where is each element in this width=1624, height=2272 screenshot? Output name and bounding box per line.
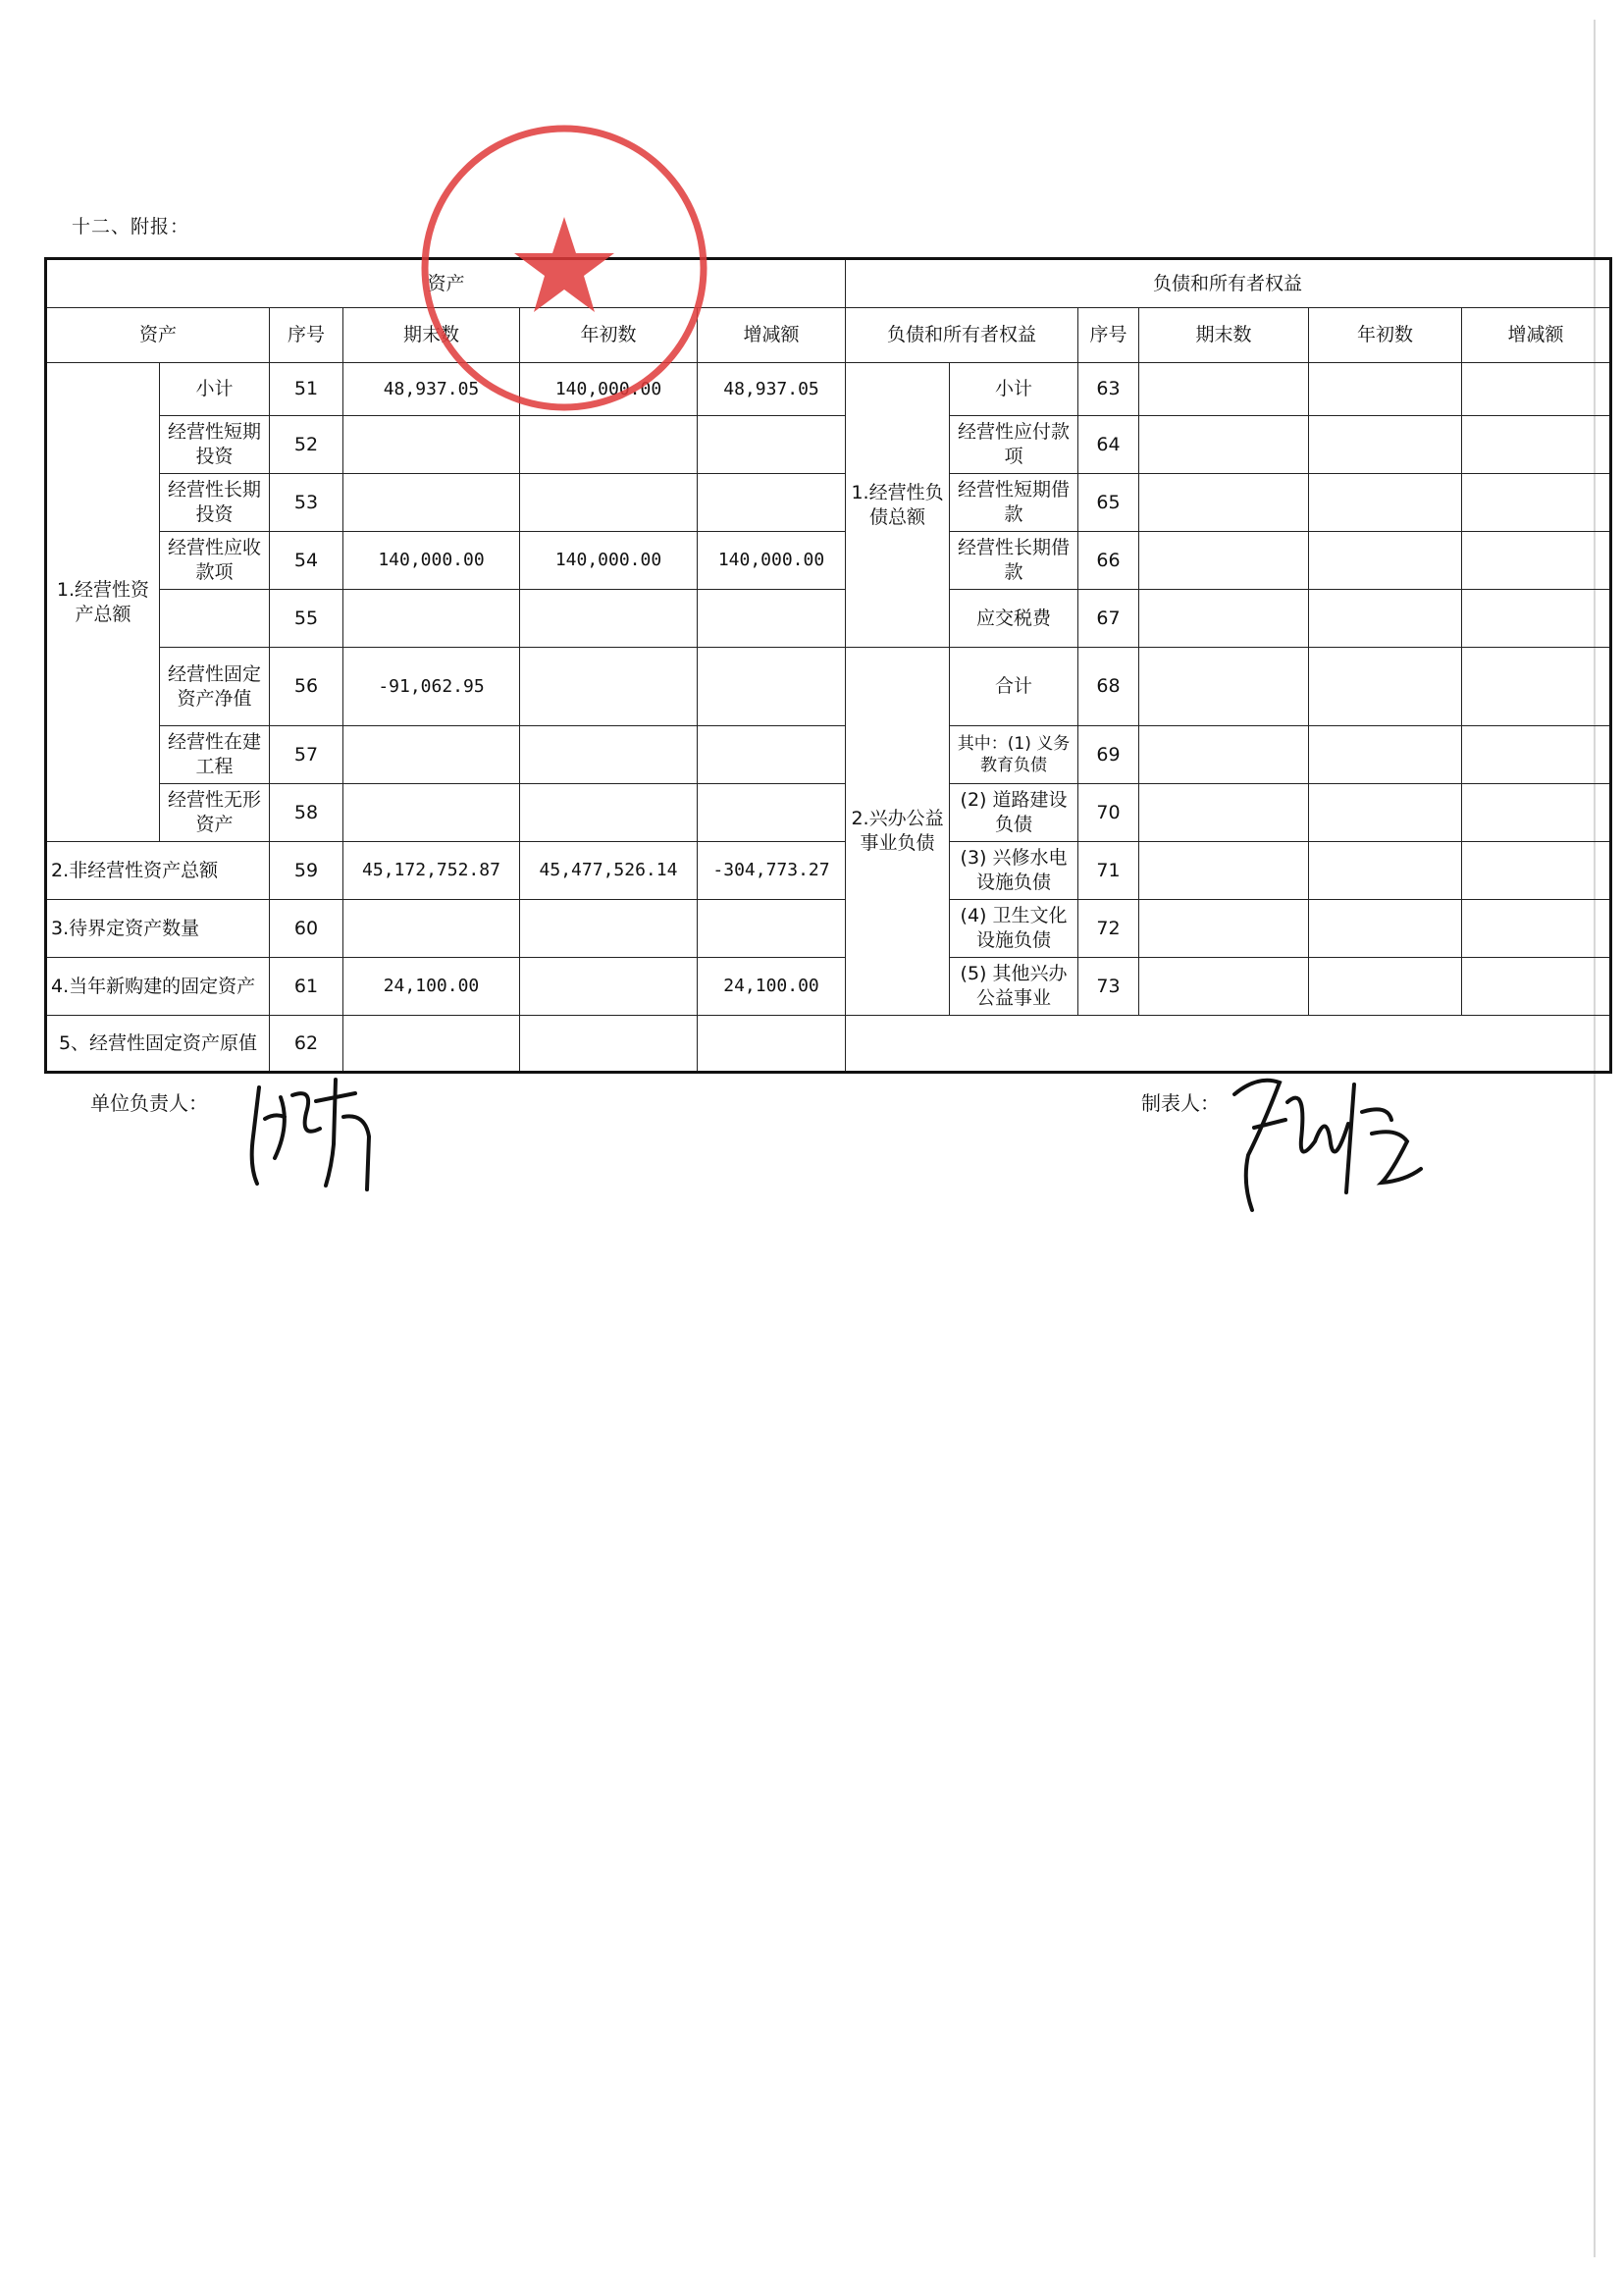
- begin-header: 年初数: [1309, 308, 1462, 363]
- liab-begin-value: [1309, 363, 1462, 416]
- asset-end-value: 45,172,752.87: [343, 842, 520, 900]
- liab-seq: 68: [1078, 648, 1139, 726]
- assets-group-header: 资产: [46, 259, 846, 308]
- asset-end-value: [343, 784, 520, 842]
- asset-seq: 57: [270, 726, 343, 784]
- asset-begin-value: 140,000.00: [520, 532, 698, 590]
- liab-end-value: [1139, 648, 1309, 726]
- supplementary-report-table: [44, 257, 1612, 1074]
- asset-begin-value: 140,000.00: [520, 363, 698, 416]
- asset-change-value: [698, 784, 846, 842]
- asset-label: 经营性短期投资: [160, 416, 270, 474]
- asset-begin-value: [520, 416, 698, 474]
- table-row: [46, 726, 1611, 784]
- asset-label: 2.非经营性资产总额: [46, 842, 270, 900]
- liab-end-value: [1139, 590, 1309, 648]
- asset-seq: 52: [270, 416, 343, 474]
- liab-begin-value: [1309, 532, 1462, 590]
- table-row: [46, 958, 1611, 1016]
- end-header: 期末数: [343, 308, 520, 363]
- liab-begin-value: [1309, 784, 1462, 842]
- asset-label: 经营性长期投资: [160, 474, 270, 532]
- liab-change-value: [1462, 532, 1611, 590]
- asset-begin-value: [520, 1016, 698, 1073]
- asset-seq: 56: [270, 648, 343, 726]
- liab-end-value: [1139, 532, 1309, 590]
- asset-end-value: [343, 726, 520, 784]
- liab-end-value: [1139, 363, 1309, 416]
- asset-change-value: 24,100.00: [698, 958, 846, 1016]
- liab-begin-value: [1309, 416, 1462, 474]
- liab-end-value: [1139, 726, 1309, 784]
- liab-label: 合计: [950, 648, 1078, 726]
- asset-label: 3.待界定资产数量: [46, 900, 270, 958]
- asset-change-value: [698, 474, 846, 532]
- liab-group1-label: 1.经营性负债总额: [846, 363, 950, 648]
- liabilities-group-header: 负债和所有者权益: [846, 259, 1611, 308]
- liab-seq: 66: [1078, 532, 1139, 590]
- liab-change-value: [1462, 416, 1611, 474]
- asset-change-value: [698, 900, 846, 958]
- asset-change-value: [698, 1016, 846, 1073]
- asset-begin-value: [520, 784, 698, 842]
- column-header-row: [46, 308, 1611, 363]
- liab-change-value: [1462, 784, 1611, 842]
- table-row: [46, 1016, 1611, 1073]
- liab-column-header: 负债和所有者权益: [846, 308, 1078, 363]
- liab-seq: 72: [1078, 900, 1139, 958]
- section-title: 十二、附报：: [72, 216, 190, 238]
- asset-seq: 53: [270, 474, 343, 532]
- liab-begin-value: [1309, 842, 1462, 900]
- asset-end-value: [343, 416, 520, 474]
- table-row: [46, 474, 1611, 532]
- asset-end-value: 140,000.00: [343, 532, 520, 590]
- asset-label: 经营性应收款项: [160, 532, 270, 590]
- group-header-row: [46, 259, 1611, 308]
- asset-column-header: 资产: [46, 308, 270, 363]
- change-header: 增减额: [698, 308, 846, 363]
- asset-change-value: 48,937.05: [698, 363, 846, 416]
- asset-begin-value: [520, 648, 698, 726]
- table-row: [46, 648, 1611, 726]
- asset-label: 经营性固定资产净值: [160, 648, 270, 726]
- begin-header: 年初数: [520, 308, 698, 363]
- asset-change-value: -304,773.27: [698, 842, 846, 900]
- asset-seq: 55: [270, 590, 343, 648]
- liab-seq: 71: [1078, 842, 1139, 900]
- liab-begin-value: [1309, 958, 1462, 1016]
- change-header: 增减额: [1462, 308, 1611, 363]
- table-row: [46, 842, 1611, 900]
- liab-change-value: [1462, 590, 1611, 648]
- asset-begin-value: [520, 900, 698, 958]
- asset-end-value: 24,100.00: [343, 958, 520, 1016]
- asset-end-value: [343, 474, 520, 532]
- liab-end-value: [1139, 842, 1309, 900]
- liab-seq: 73: [1078, 958, 1139, 1016]
- liab-change-value: [1462, 958, 1611, 1016]
- liab-begin-value: [1309, 900, 1462, 958]
- table-row: [46, 784, 1611, 842]
- asset-begin-value: [520, 474, 698, 532]
- liab-end-value: [1139, 784, 1309, 842]
- liab-end-value: [1139, 900, 1309, 958]
- asset-end-value: -91,062.95: [343, 648, 520, 726]
- asset-seq: 54: [270, 532, 343, 590]
- asset-change-value: [698, 726, 846, 784]
- liab-begin-value: [1309, 590, 1462, 648]
- liab-seq: 63: [1078, 363, 1139, 416]
- liab-label: 经营性短期借款: [950, 474, 1078, 532]
- asset-label: [160, 590, 270, 648]
- preparer-signature: [1225, 1065, 1431, 1217]
- asset-begin-value: [520, 958, 698, 1016]
- liab-change-value: [1462, 900, 1611, 958]
- table-row: [46, 590, 1611, 648]
- liab-end-value: [1139, 474, 1309, 532]
- liab-change-value: [1462, 842, 1611, 900]
- asset-seq: 51: [270, 363, 343, 416]
- asset-end-value: [343, 590, 520, 648]
- liab-seq: 65: [1078, 474, 1139, 532]
- asset-begin-value: [520, 590, 698, 648]
- asset-label: 5、经营性固定资产原值: [46, 1016, 270, 1073]
- asset-seq: 62: [270, 1016, 343, 1073]
- liab-label: 经营性应付款项: [950, 416, 1078, 474]
- liab-group2-label: 2.兴办公益事业负债: [846, 648, 950, 1016]
- seq-header: 序号: [270, 308, 343, 363]
- empty-liab-cell: [846, 1016, 1611, 1073]
- table-row: [46, 900, 1611, 958]
- end-header: 期末数: [1139, 308, 1309, 363]
- asset-begin-value: 45,477,526.14: [520, 842, 698, 900]
- liab-label: 应交税费: [950, 590, 1078, 648]
- liab-seq: 67: [1078, 590, 1139, 648]
- liab-end-value: [1139, 416, 1309, 474]
- liab-begin-value: [1309, 726, 1462, 784]
- asset-label: 小计: [160, 363, 270, 416]
- liab-change-value: [1462, 363, 1611, 416]
- liab-label: 经营性长期借款: [950, 532, 1078, 590]
- liab-change-value: [1462, 474, 1611, 532]
- asset-end-value: [343, 1016, 520, 1073]
- asset-seq: 60: [270, 900, 343, 958]
- asset-change-value: [698, 416, 846, 474]
- unit-head-signature: [245, 1068, 383, 1195]
- asset-group1-label: 1.经营性资产总额: [46, 363, 160, 842]
- asset-label: 经营性在建工程: [160, 726, 270, 784]
- asset-seq: 59: [270, 842, 343, 900]
- liab-label: (4) 卫生文化设施负债: [950, 900, 1078, 958]
- liab-seq: 70: [1078, 784, 1139, 842]
- liab-label: (3) 兴修水电设施负债: [950, 842, 1078, 900]
- asset-label: 经营性无形资产: [160, 784, 270, 842]
- table-row: [46, 532, 1611, 590]
- liab-begin-value: [1309, 474, 1462, 532]
- unit-head-label: 单位负责人：: [90, 1091, 208, 1115]
- liab-label: (2) 道路建设负债: [950, 784, 1078, 842]
- asset-end-value: 48,937.05: [343, 363, 520, 416]
- liab-seq: 69: [1078, 726, 1139, 784]
- liab-change-value: [1462, 726, 1611, 784]
- table-row: [46, 416, 1611, 474]
- asset-change-value: [698, 648, 846, 726]
- asset-label: 4.当年新购建的固定资产: [46, 958, 270, 1016]
- asset-end-value: [343, 900, 520, 958]
- liab-begin-value: [1309, 648, 1462, 726]
- preparer-label: 制表人：: [1141, 1091, 1220, 1115]
- liab-change-value: [1462, 648, 1611, 726]
- liab-label: 小计: [950, 363, 1078, 416]
- asset-change-value: 140,000.00: [698, 532, 846, 590]
- asset-begin-value: [520, 726, 698, 784]
- asset-change-value: [698, 590, 846, 648]
- seq-header: 序号: [1078, 308, 1139, 363]
- table-row: [46, 363, 1611, 416]
- liab-end-value: [1139, 958, 1309, 1016]
- liab-label: (5) 其他兴办公益事业: [950, 958, 1078, 1016]
- asset-seq: 61: [270, 958, 343, 1016]
- asset-seq: 58: [270, 784, 343, 842]
- liab-seq: 64: [1078, 416, 1139, 474]
- liab-label: 其中：(1) 义务教育负债: [950, 726, 1078, 784]
